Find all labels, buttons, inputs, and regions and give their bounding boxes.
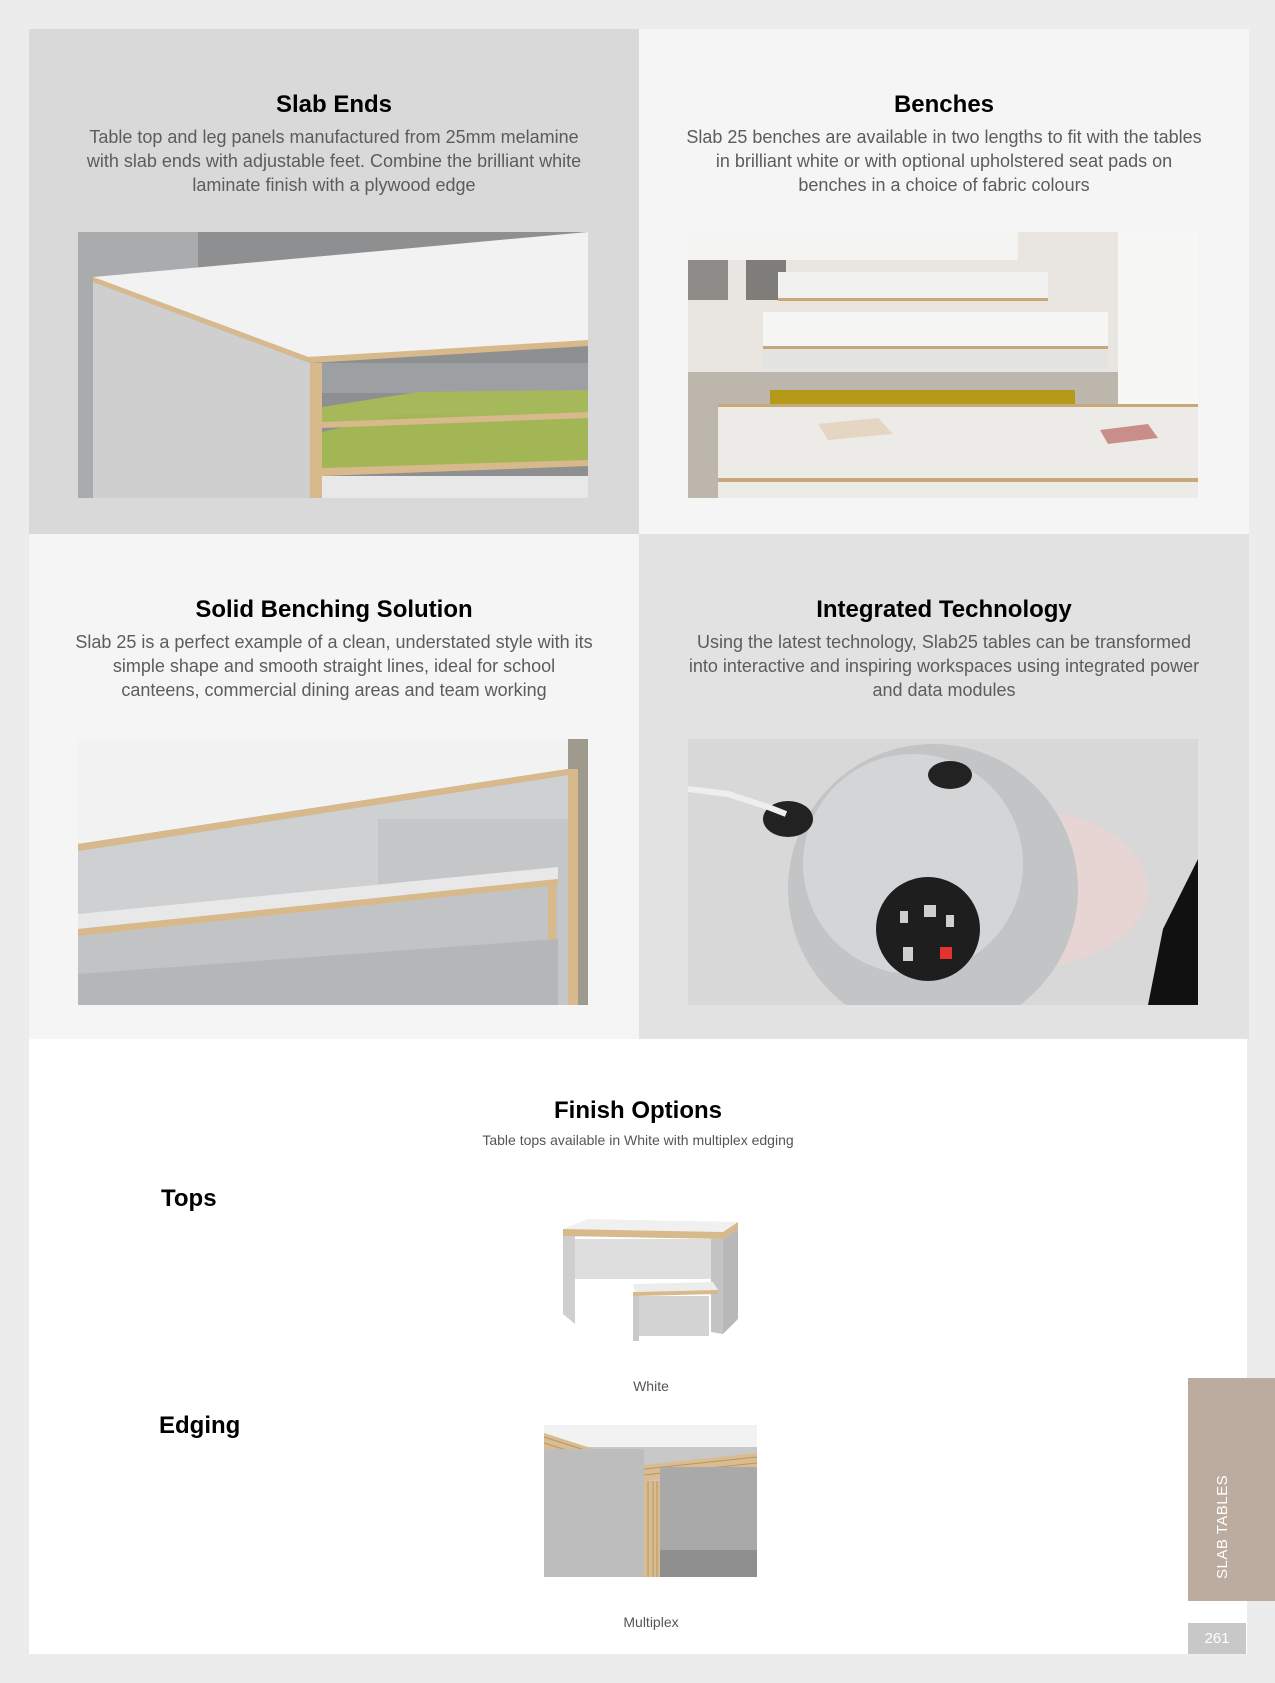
edging-label: Edging: [159, 1412, 241, 1439]
power-module-photo: [688, 739, 1198, 1005]
finish-options-title: Finish Options: [554, 1097, 722, 1124]
multiplex-edge-swatch: [544, 1425, 757, 1577]
benches-title: Benches: [893, 91, 995, 118]
section-tab: [1188, 1378, 1275, 1601]
solid-benching-title: Solid Benching Solution: [195, 596, 473, 623]
integrated-technology-panel: [639, 534, 1249, 1039]
finish-options-subtitle: Table tops available in White with multiplex edging: [482, 1132, 794, 1148]
multiplex-caption: Multiplex: [623, 1614, 679, 1630]
bench-under-table-photo: [78, 739, 588, 1005]
catalog-page: [29, 29, 1247, 1654]
integrated-technology-description: Using the latest technology, Slab25 tables can be transformed into interactive and inspiring workspaces using integrated power and data modules: [688, 632, 1200, 700]
slab-ends-title: Slab Ends: [275, 91, 393, 118]
cafeteria-benches-photo: [688, 232, 1198, 498]
white-caption: White: [633, 1378, 669, 1394]
solid-benching-panel: [29, 534, 639, 1039]
white-top-swatch: [543, 1184, 773, 1359]
slab-ends-panel: [29, 29, 639, 534]
solid-benching-description: Slab 25 is a perfect example of a clean, understated style with its simple shape and smooth straight lines, ideal for school canteens, commercial dining areas and team working: [75, 632, 593, 700]
page-number: 261: [1188, 1623, 1246, 1654]
benches-panel: [639, 29, 1249, 534]
tops-label: Tops: [161, 1185, 217, 1212]
slab-end-table-photo: [78, 232, 588, 498]
benches-description: Slab 25 benches are available in two lengths to fit with the tables in brilliant white or with optional upholstered seat pads on benches in a choice of fabric colours: [686, 127, 1202, 195]
section-tab-label: SLAB TABLES: [1214, 1474, 1231, 1579]
slab-ends-description: Table top and leg panels manufactured from 25mm melamine with slab ends with adjustable feet. Combine the brilliant white laminate finish with a plywood edge: [86, 127, 582, 195]
integrated-technology-title: Integrated Technology: [816, 596, 1072, 623]
